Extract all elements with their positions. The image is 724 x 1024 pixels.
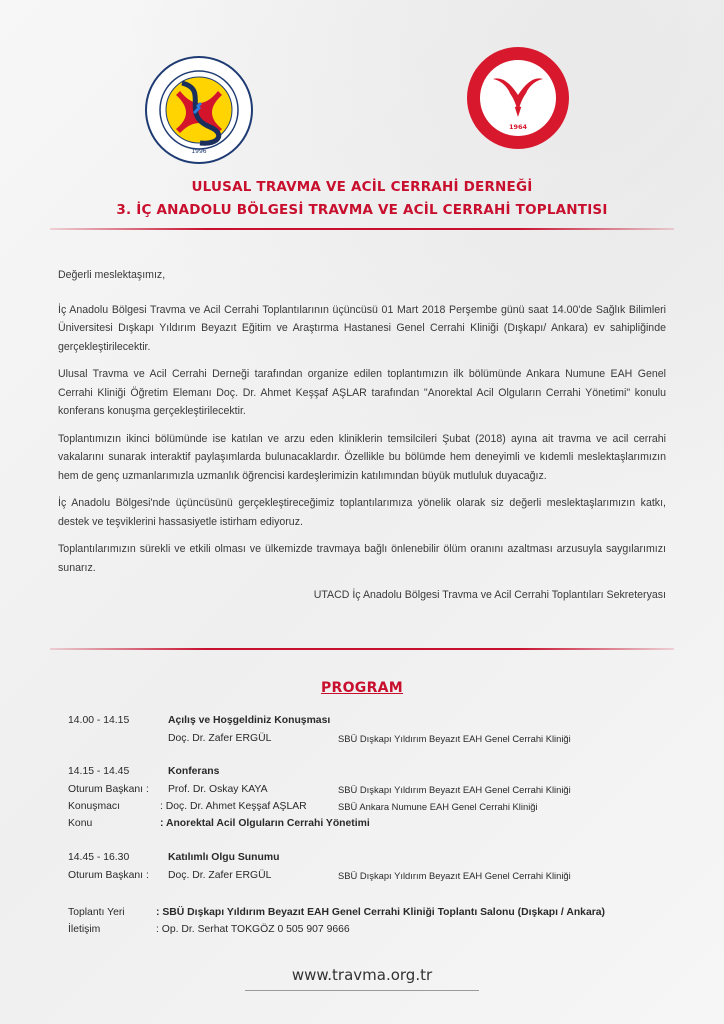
speaker-institution: SBÜ Dışkapı Yıldırım Beyazıt EAH Genel Cerrahi Kliniği xyxy=(338,733,571,744)
letter-body xyxy=(58,266,666,614)
association-title: ULUSAL TRAVMA VE ACİL CERRAHİ DERNEĞİ xyxy=(191,179,533,195)
chair-institution: SBÜ Dışkapı Yıldırım Beyazıt EAH Genel Cerrahi Kliniği xyxy=(338,870,571,881)
paragraph-5: Toplantılarımızın sürekli ve etkili olması ve ülkemizde travmaya bağlı önlenebilir ölüm oranını azaltması arzusuyla saygılarımızı sunarız. xyxy=(58,543,666,574)
contact-text: : Op. Dr. Serhat TOKGÖZ 0 505 907 9666 xyxy=(156,924,350,935)
divider-program xyxy=(50,648,674,650)
contact-label: İletişim xyxy=(68,924,101,935)
meeting-title: 3. İÇ ANADOLU BÖLGESİ TRAVMA VE ACİL CERRAHİ TOPLANTISI xyxy=(116,202,608,218)
session-title: Katılımlı Olgu Sunumu xyxy=(168,852,280,863)
speaker-label: Konuşmacı xyxy=(68,801,120,812)
paragraph-3: Toplantımızın ikinci bölümünde ise katılan ve arzu eden kliniklerin temsilcileri Şubat (2018) ayına ait travma ve acil cerrahi vakalarını sunarak interaktif paylaşımlarda bulunacaklardır. Özellikle bu bölümde hem deneyimli ve kıdemli meslektaşlarımızın hem de genç uzmanlarımızla uzmanlık öğrencisi kardeşlerimizin katılımından büyük mutluluk duyacağız. xyxy=(58,432,666,482)
website-link[interactable]: www.travma.org.tr xyxy=(291,966,433,984)
venue-label: Toplantı Yeri xyxy=(68,907,125,918)
speaker-name: Doç. Dr. Zafer ERGÜL xyxy=(168,733,272,744)
logo-left-year: 1996 xyxy=(191,148,207,155)
session-title: Konferans xyxy=(168,766,220,777)
footer-underline xyxy=(245,990,479,991)
topic-label: Konu xyxy=(68,818,93,829)
divider-top xyxy=(50,228,674,230)
chair-name: Prof. Dr. Oskay KAYA xyxy=(168,784,268,795)
salutation: Değerli meslektaşımız, xyxy=(58,269,166,281)
program-title: PROGRAM xyxy=(320,680,404,696)
paragraph-2: Ulusal Travma ve Acil Cerrahi Derneği tarafından organize edilen toplantımızın ilk bölümünde Ankara Numune EAH Genel Cerrahi Kliniği Öğretim Elemanı Doç. Dr. Ahmet Keşşaf AŞLAR tarafından "Anorektal Acil Olguların Cerrahi Yönetimi" konulu konferans konuşma gerçekleştirilecektir. xyxy=(58,368,666,417)
chair-label: Oturum Başkanı : xyxy=(68,870,149,881)
session-time: 14.45 - 16.30 xyxy=(68,852,130,863)
session-time: 14.15 - 14.45 xyxy=(68,766,130,777)
logo-right-year: 1964 xyxy=(508,123,528,131)
paragraph-1: İç Anadolu Bölgesi Travma ve Acil Cerrahi Toplantılarının üçüncüsü 01 Mart 2018 Perşembe günü saat 14.00'de Sağlık Bilimleri Üniversitesi Dışkapı Yıldırım Beyazıt Eğitim ve Araştırma Hastanesi Genel Cerrahi Kliniği (Dışkapı/ Ankara) ev sahipliğinde gerçekleştirilecektir. xyxy=(58,303,666,353)
chair-institution: SBÜ Dışkapı Yıldırım Beyazıt EAH Genel Cerrahi Kliniği xyxy=(338,784,571,795)
speaker-name: : Doç. Dr. Ahmet Keşşaf AŞLAR xyxy=(160,801,307,812)
association-logo xyxy=(140,55,258,165)
session-time: 14.00 - 14.15 xyxy=(68,715,130,726)
event-titles xyxy=(0,176,724,222)
paragraph-4: İç Anadolu Bölgesi'nde üçüncüsünü gerçekleştireceğimiz toplantılarımıza yönelik olarak siz değerli meslektaşlarımızın katkı, destek ve teşviklerini hassasiyetle istirham ediyoruz. xyxy=(58,497,666,528)
chair-label: Oturum Başkanı : xyxy=(68,784,149,795)
chair-name: Doç. Dr. Zafer ERGÜL xyxy=(168,870,272,881)
signature: UTACD İç Anadolu Bölgesi Travma ve Acil Cerrahi Toplantıları Sekreteryası xyxy=(313,589,666,601)
session-title: Açılış ve Hoşgeldiniz Konuşması xyxy=(168,715,331,726)
venue-text: : SBÜ Dışkapı Yıldırım Beyazıt EAH Genel Cerrahi Kliniği Toplantı Salonu (Dışkapı / Ankara) xyxy=(156,907,606,918)
speaker-institution: SBÜ Ankara Numune EAH Genel Cerrahi Kliniği xyxy=(338,801,538,812)
topic-text: : Anorektal Acil Olguların Cerrahi Yönetimi xyxy=(160,818,370,829)
hospital-logo xyxy=(465,45,571,151)
